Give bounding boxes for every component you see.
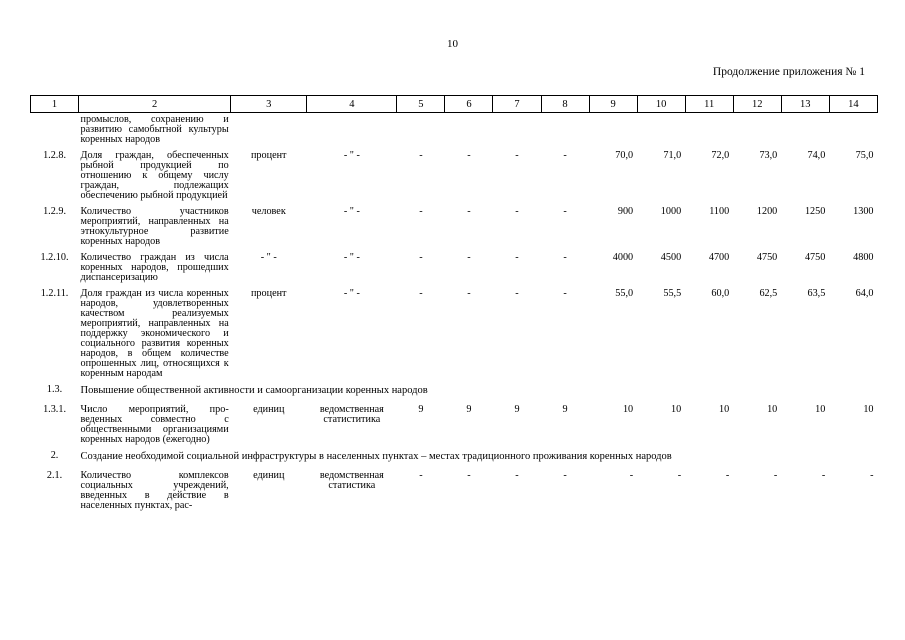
- column-header: 11: [685, 96, 733, 113]
- column-header: 4: [307, 96, 397, 113]
- value-cell: [589, 113, 637, 149]
- value-cell: 10: [767, 404, 778, 415]
- source-cell: - " -: [343, 252, 360, 263]
- value-cell: 55,0: [615, 288, 634, 299]
- table-row: [31, 250, 878, 286]
- section-row: [31, 448, 878, 468]
- column-header: 8: [541, 96, 589, 113]
- value-cell: 4800: [853, 252, 874, 263]
- value-cell: 9: [418, 404, 424, 415]
- indicator-name: промыслов, сохранению и развитию самобытной культуры коренных народов: [80, 114, 229, 145]
- section-row: [31, 382, 878, 402]
- column-header: 12: [733, 96, 781, 113]
- value-cell: -: [515, 206, 519, 217]
- column-header: 9: [589, 96, 637, 113]
- value-cell: -: [419, 150, 423, 161]
- value-cell: -: [515, 252, 519, 263]
- value-cell: -: [677, 470, 682, 481]
- row-number: 1.2.9.: [43, 206, 66, 217]
- value-cell: 74,0: [807, 150, 826, 161]
- value-cell: 10: [815, 404, 826, 415]
- value-cell: -: [467, 470, 471, 481]
- value-cell: -: [419, 206, 423, 217]
- source-cell: - " -: [343, 150, 360, 161]
- column-header: 3: [231, 96, 307, 113]
- table-row: [31, 402, 878, 448]
- column-header: 10: [637, 96, 685, 113]
- value-cell: 71,0: [663, 150, 682, 161]
- section-title: Создание необходимой социальной инфраструктуры в населенных пунктах – местах традиционного проживания коренных народов: [80, 451, 672, 462]
- source-cell: [307, 113, 397, 149]
- value-cell: 900: [617, 206, 634, 217]
- value-cell: -: [563, 252, 567, 263]
- unit-cell: единиц: [253, 470, 285, 481]
- value-cell: 9: [562, 404, 568, 415]
- value-cell: -: [467, 288, 471, 299]
- value-cell: -: [515, 470, 519, 481]
- table-body: [31, 113, 878, 515]
- value-cell: -: [821, 470, 826, 481]
- value-cell: 10: [863, 404, 874, 415]
- column-header: 1: [31, 96, 79, 113]
- row-number: 1.3.1.: [43, 404, 66, 415]
- value-cell: -: [419, 288, 423, 299]
- header-row: [31, 96, 878, 113]
- column-header: 13: [781, 96, 829, 113]
- indicator-name: Число мероприятий, проведенных совместно с общественными организациями коренных народов (ежегодно): [80, 404, 229, 445]
- value-cell: 72,0: [711, 150, 730, 161]
- value-cell: 64,0: [855, 288, 874, 299]
- row-number: [31, 113, 79, 149]
- value-cell: 1200: [756, 206, 778, 217]
- unit-cell: человек: [251, 206, 286, 217]
- value-cell: 1000: [660, 206, 682, 217]
- unit-cell: [231, 113, 307, 149]
- value-cell: [685, 113, 733, 149]
- value-cell: -: [419, 470, 423, 481]
- row-number: 1.2.11.: [40, 288, 69, 299]
- source-cell: - " -: [343, 288, 360, 299]
- value-cell: 4750: [756, 252, 778, 263]
- row-number: 2.1.: [46, 470, 63, 481]
- value-cell: [493, 113, 541, 149]
- value-cell: 60,0: [711, 288, 730, 299]
- unit-cell: - " -: [260, 252, 277, 263]
- value-cell: [541, 113, 589, 149]
- unit-cell: процент: [250, 150, 287, 161]
- indicator-name: Количество граждан из числа коренных народов, прошедших диспансеризацию: [80, 252, 229, 283]
- value-cell: 10: [670, 404, 682, 415]
- value-cell: -: [563, 288, 567, 299]
- value-cell: 9: [514, 404, 520, 415]
- continuation-note: Продолжение приложения № 1: [712, 66, 865, 78]
- value-cell: -: [467, 252, 471, 263]
- indicator-name: Количество комплексов социальных учреждений, введенных в действие в населенных пунктах, рас-: [80, 470, 229, 511]
- column-header: 5: [397, 96, 445, 113]
- value-cell: [781, 113, 829, 149]
- value-cell: -: [467, 150, 471, 161]
- value-cell: 10: [719, 404, 730, 415]
- column-header: 7: [493, 96, 541, 113]
- value-cell: 70,0: [615, 150, 634, 161]
- source-cell: ведомственная статистика: [319, 470, 384, 491]
- value-cell: [637, 113, 685, 149]
- value-cell: [829, 113, 877, 149]
- value-cell: 4500: [660, 252, 682, 263]
- table-row: [31, 468, 878, 514]
- value-cell: -: [515, 288, 519, 299]
- column-header: 6: [445, 96, 493, 113]
- value-cell: -: [467, 206, 471, 217]
- value-cell: -: [515, 150, 519, 161]
- value-cell: [733, 113, 781, 149]
- row-number: 1.3.: [46, 384, 63, 395]
- value-cell: 4700: [708, 252, 730, 263]
- value-cell: -: [773, 470, 778, 481]
- value-cell: 9: [466, 404, 472, 415]
- value-cell: 63,5: [807, 288, 826, 299]
- indicators-table: [30, 95, 878, 514]
- value-cell: 4750: [804, 252, 826, 263]
- column-header: 14: [829, 96, 877, 113]
- row-number: 2.: [50, 450, 59, 461]
- value-cell: 75,0: [855, 150, 874, 161]
- source-cell: - " -: [343, 206, 360, 217]
- indicator-name: Количество участников мероприятий, направленных на этнокультурное развитие коренных народов: [80, 206, 229, 247]
- page-number: 10: [447, 38, 458, 50]
- row-number: 1.2.10.: [40, 252, 69, 263]
- row-number: 1.2.8.: [43, 150, 66, 161]
- table-row: [31, 204, 878, 250]
- value-cell: 1250: [804, 206, 826, 217]
- value-cell: 55,5: [663, 288, 682, 299]
- value-cell: -: [563, 206, 567, 217]
- section-title: Повышение общественной активности и самоорганизации коренных народов: [80, 385, 428, 396]
- value-cell: 62,5: [759, 288, 778, 299]
- indicator-name: Доля граждан из числа коренных народов, удовлетворенных качеством реализуемых мероприятий, направленных на поддержку экономического и социального развития коренных народов, в общем количестве опрошенных лиц, относящихся к коренным народам: [80, 288, 229, 379]
- table-row: [31, 148, 878, 204]
- unit-cell: процент: [250, 288, 287, 299]
- indicator-name: Доля граждан, обеспеченных рыбной продукцией по отношению к общему числу граждан, подлежащих обеспечению рыбной продукцией: [80, 150, 229, 201]
- value-cell: -: [563, 150, 567, 161]
- value-cell: -: [870, 470, 874, 481]
- value-cell: -: [419, 252, 423, 263]
- value-cell: -: [725, 470, 730, 481]
- source-cell: ведомственная статиститика: [319, 404, 384, 425]
- value-cell: 73,0: [759, 150, 778, 161]
- table-row: [31, 113, 878, 149]
- value-cell: 1100: [709, 206, 730, 217]
- value-cell: 1300: [853, 206, 874, 217]
- value-cell: 10: [622, 404, 634, 415]
- value-cell: [397, 113, 445, 149]
- unit-cell: единиц: [253, 404, 285, 415]
- table-row: [31, 286, 878, 382]
- column-header: 2: [79, 96, 231, 113]
- value-cell: -: [629, 470, 634, 481]
- value-cell: 4000: [612, 252, 634, 263]
- value-cell: [445, 113, 493, 149]
- value-cell: -: [563, 470, 567, 481]
